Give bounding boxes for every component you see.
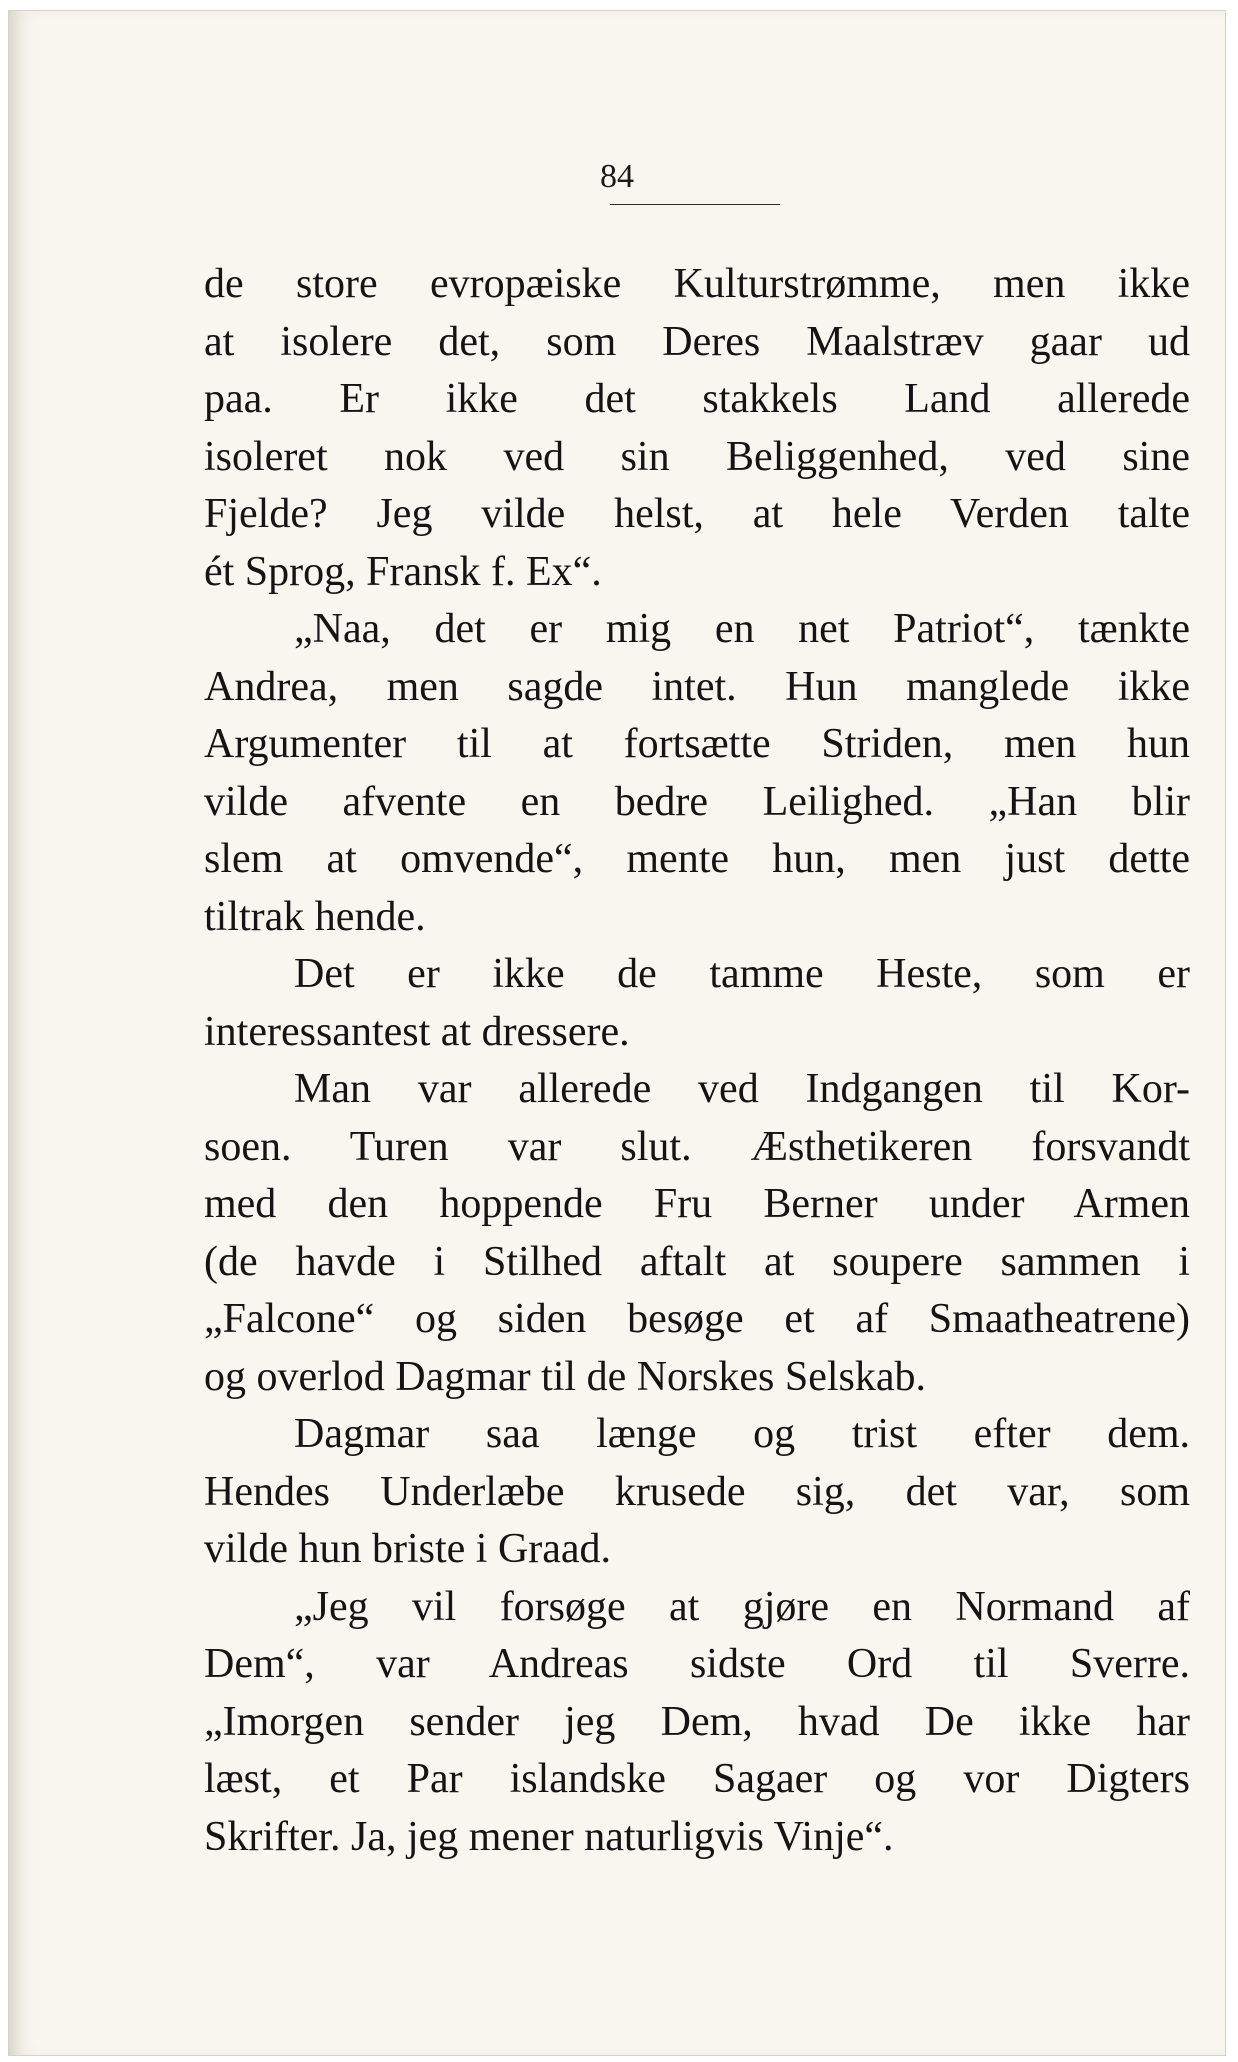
text-line: med den hoppende Fru Berner under Armen (204, 1181, 1190, 1227)
text-line: vilde hun briste i Graad. (204, 1526, 612, 1572)
text-line: interessantest at dressere. (204, 1008, 630, 1055)
page-number-rule (610, 204, 780, 205)
text-line: læst, et Par islandske Sagaer og vor Digters (204, 1756, 1190, 1802)
text-line: „Jeg vil forsøge at gjøre en Normand af (294, 1583, 1190, 1630)
text-line: „Naa, det er mig en net Patriot“, tænkte (294, 606, 1190, 652)
text-line: Skrifter. Ja, jeg mener naturligvis Vinje“. (204, 1813, 894, 1860)
text-line: ét Sprog, Fransk f. Ex“. (204, 548, 602, 595)
text-line: soen. Turen var slut. Æsthetikeren forsvandt (204, 1123, 1190, 1170)
text-line: Dagmar saa længe og trist efter dem. (294, 1411, 1190, 1457)
page-number: 84 (600, 158, 634, 195)
text-line: vilde afvente en bedre Leilighed. „Han blir (204, 778, 1190, 825)
text-line: Fjelde? Jeg vilde helst, at hele Verden talte (204, 491, 1190, 537)
text-line: paa. Er ikke det stakkels Land allerede (204, 376, 1190, 422)
text-line: Argumenter til at fortsætte Striden, men hun (204, 721, 1190, 767)
text-line: Dem“, var Andreas sidste Ord til Sverre. (204, 1641, 1190, 1687)
book-page (8, 10, 1226, 2056)
text-line: „Falcone“ og siden besøge et af Smaatheatrene) (204, 1296, 1190, 1342)
text-line: Hendes Underlæbe krusede sig, det var, som (204, 1468, 1190, 1515)
text-line: Det er ikke de tamme Heste, som er (294, 951, 1190, 997)
text-line: Man var allerede ved Indgangen til Kor- (294, 1066, 1190, 1112)
text-line: „Imorgen sender jeg Dem, hvad De ikke har (204, 1698, 1190, 1745)
text-line: Andrea, men sagde intet. Hun manglede ikke (204, 663, 1190, 710)
text-line: tiltrak hende. (204, 893, 426, 940)
text-line: at isolere det, som Deres Maalstræv gaar ud (204, 318, 1190, 365)
text-line: slem at omvende“, mente hun, men just dette (204, 836, 1190, 882)
text-line: isoleret nok ved sin Beliggenhed, ved sine (204, 433, 1190, 480)
body-text (204, 256, 1190, 1866)
text-line: (de havde i Stilhed aftalt at soupere sammen i (204, 1238, 1190, 1285)
text-line: og overlod Dagmar til de Norskes Selskab. (204, 1353, 927, 1400)
text-line: de store evropæiske Kulturstrømme, men ikke (204, 261, 1190, 307)
